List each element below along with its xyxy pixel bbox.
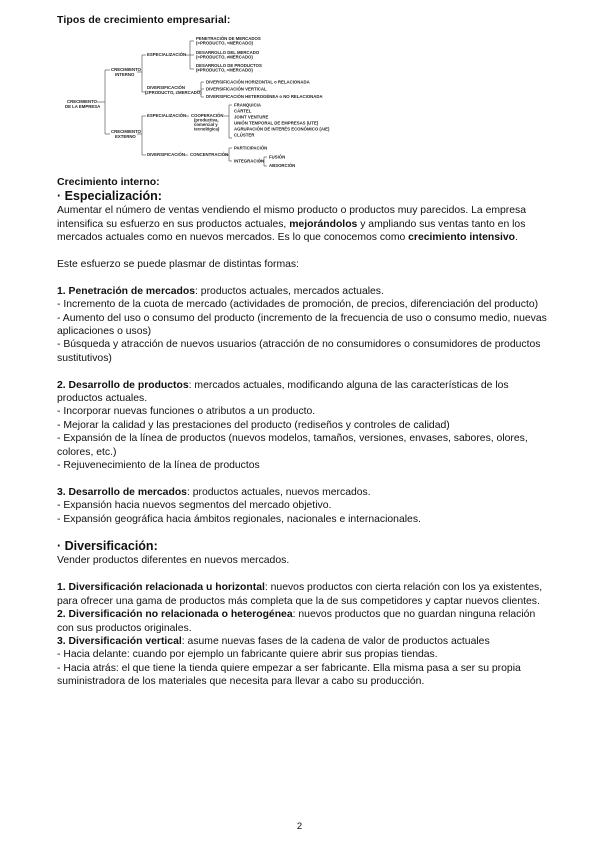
diversificacion-intro: Vender productos diferentes en nuevos mercados.: [57, 555, 290, 567]
document-content: [57, 176, 547, 689]
diagram-externo-diversificacion: DIVERSIFICACIÓN: [147, 152, 185, 157]
section-heading: Crecimiento interno:: [57, 176, 160, 188]
diagram-desp-line1: DESARROLLO DE PRODUCTOS: [196, 63, 262, 68]
diagram-externo-especializacion: ESPECIALIZACIÓN: [147, 113, 187, 118]
penetracion-heading: 1. Penetración de mercados: productos actuales, mercados actuales.: [57, 285, 384, 297]
diagram-participacion: PARTICIPACIÓN: [234, 145, 268, 151]
div-no-relacionada: 2. Diversificación no relacionada o heterogénea: nuevos productos que no guardan ninguna relación con sus productos originales.: [57, 609, 536, 634]
diagram-coop-ute: UNIÓN TEMPORAL DE EMPRESAS (UTE): [234, 120, 319, 126]
diagram-coop-cluster: CLÚSTER: [234, 132, 255, 138]
diagram-absorcion: ABSORCIÓN: [269, 163, 296, 168]
diagram-interno-line2: INTERNO: [115, 72, 135, 77]
diagram-coop-line3: comercial y: [194, 122, 218, 127]
forms-intro: Este esfuerzo se puede plasmar de distintas formas:: [57, 259, 299, 271]
diagram-div-horizontal: DIVERSIFICACIÓN HORIZONTAL o RELACIONADA: [206, 79, 310, 85]
growth-types-diagram: [57, 30, 387, 170]
div-relacionada: 1. Diversificación relacionada u horizontal: nuevos productos con cierta relación con los ya existentes, para ofrecer una gama de productos más completa que la de sus competidores y captar nuevos clientes.: [57, 582, 543, 607]
list-item: - Hacia delante: cuando por ejemplo un fabricante quiere abrir sus propias tiendas.: [57, 649, 438, 661]
list-item: - Expansión de la línea de productos (nuevos modelos, tamaños, versiones, envases, sabores, olores, colores, etc.): [57, 433, 528, 458]
list-item: - Incremento de la cuota de mercado (actividades de promoción, de precios, diferenciación del producto): [57, 299, 539, 311]
diagram-integracion: INTEGRACIÓN: [234, 158, 265, 164]
diagram-pen-line2: (=PRODUCTO, =MERCADO): [196, 40, 253, 46]
diagram-interno-line1: CRECIMIENTO: [111, 67, 142, 72]
diagram-root-line1: CRECIMIENTO: [67, 99, 98, 104]
diagram-desm-line2: (=PRODUCTO, ≠MERCADO): [196, 54, 253, 60]
diagram-externo-line2: EXTERNO: [115, 134, 136, 139]
list-item: - Hacia atrás: el que tiene la tienda quiere empezar a ser fabricante. Ella misma pasa a ser su propia suministradora de los materiales que necesita para llevar a cabo su producción.: [57, 662, 521, 688]
list-item: - Expansión hacia nuevos segmentos del mercado objetivo.: [57, 500, 332, 512]
diagram-coop-franquicia: FRANQUICIA: [234, 102, 261, 108]
diagram-coop-joint: JOINT VENTURE: [234, 114, 269, 120]
diagram-coop-aie: AGRUPACIÓN DE INTERÉS ECONÓMICO (AIE): [234, 126, 330, 132]
desarrollo-productos-heading: 2. Desarrollo de productos: mercados actuales, modificando alguna de las características de los productos actuales.: [57, 379, 509, 405]
diagram-interno-diversificacion-2: (≠PRODUCTO, ≠MERCADO): [145, 90, 202, 95]
list-item: - Incorporar nuevas funciones o atributos a un producto.: [57, 406, 316, 418]
diagram-concentracion: CONCENTRACIÓN: [190, 152, 229, 157]
list-item: - Mejorar la calidad y las prestaciones del producto (rediseños y controles de calidad): [57, 419, 450, 431]
diagram-interno-diversificacion-1: DIVERSIFICACIÓN: [147, 85, 185, 90]
especializacion-paragraph: Aumentar el número de ventas vendiendo el mismo producto o productos muy parecidos. La empresa intensifica su esfuerzo en sus productos actuales, mejorándolos y ampliando sus ventas tanto en los mercados actuales como en nuevos mercados. Es lo que conocemos como crecimiento intensivo.: [57, 205, 526, 244]
diagram-interno-especializacion: ESPECIALIZACIÓN: [147, 52, 187, 57]
desarrollo-mercados-heading: 3. Desarrollo de mercados: productos actuales, nuevos mercados.: [57, 486, 371, 498]
list-item: - Expansión geográfica hacia ámbitos regionales, nacionales e internacionales.: [57, 513, 421, 525]
list-item: - Aumento del uso o consumo del producto (incremento de la frecuencia de uso o consumo medio, nuevas aplicaciones o usos): [57, 312, 547, 338]
diagram-externo-line1: CRECIMIENTO: [111, 129, 142, 134]
diagram-coop-line2: (productiva,: [194, 117, 219, 123]
diagram-desp-line2: (≠PRODUCTO, =MERCADO): [196, 67, 253, 73]
diagram-pen-line1: PENETRACIÓN DE MERCADOS: [196, 36, 261, 41]
list-item: - Rejuvenecimiento de la línea de productos: [57, 460, 260, 472]
diagram-div-vertical: DIVERSIFICACIÓN VERTICAL: [206, 86, 267, 92]
diagram-coop-line4: tecnológica): [194, 126, 220, 132]
diversificacion-title: · Diversificación:: [57, 539, 158, 554]
diagram-fusion: FUSIÓN: [269, 154, 286, 160]
div-vertical: 3. Diversificación vertical: asume nuevas fases de la cadena de valor de productos actuales: [57, 635, 490, 647]
page-heading: Tipos de crecimiento empresarial:: [57, 14, 231, 26]
especializacion-title: · Especialización:: [57, 189, 162, 204]
diagram-div-heterogenea: DIVERSIFICACIÓN HETEROGÉNEA o NO RELACIONADA: [206, 94, 323, 99]
diagram-coop-line1: COOPERACIÓN: [191, 113, 224, 118]
diagram-desm-line1: DESARROLLO DEL MERCADO: [196, 50, 260, 55]
diagram-root-line2: DE LA EMPRESA: [65, 104, 101, 109]
list-item: - Búsqueda y atracción de nuevos usuarios (atracción de no consumidores o consumidores de productos sustitutivos): [57, 339, 541, 364]
page-number: 2: [296, 821, 303, 832]
diagram-coop-cartel: CÁRTEL: [234, 108, 252, 114]
